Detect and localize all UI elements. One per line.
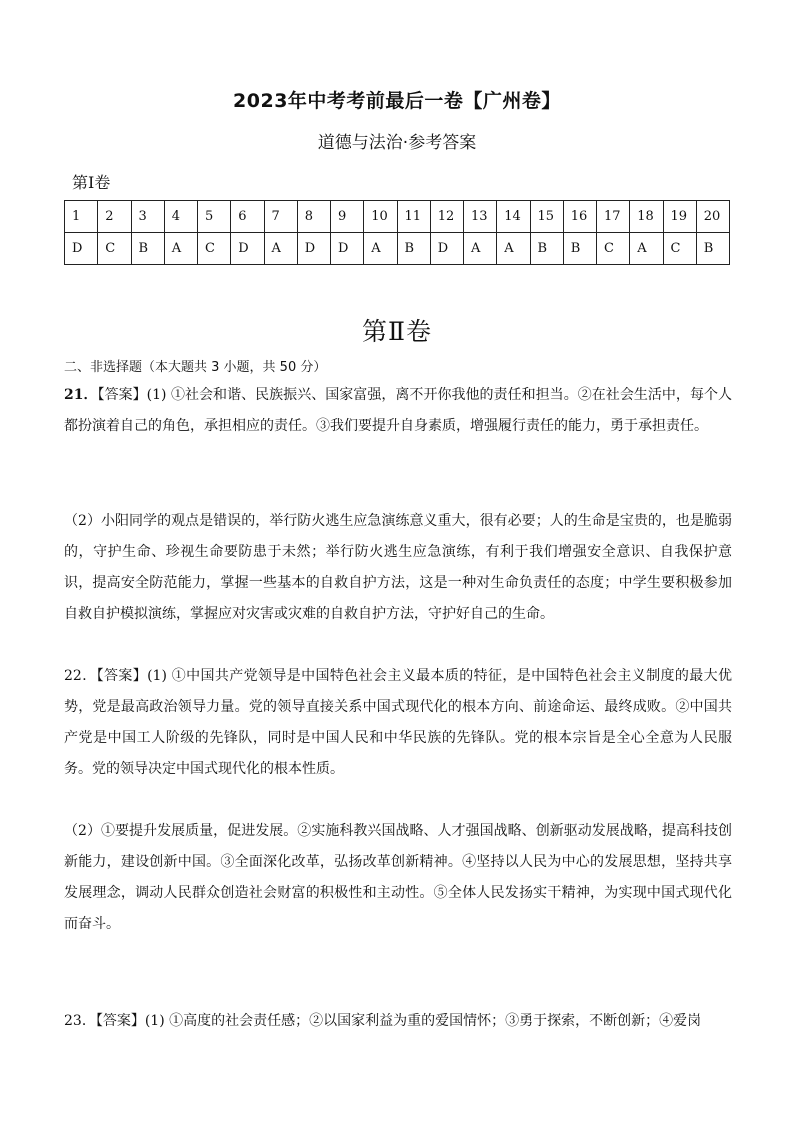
question-number-cell: 17 (597, 201, 630, 233)
q22-part2-text: （2）①要提升发展质量，促进发展。②实施科教兴国战略、人才强国战略、创新驱动发展战略，提高科技创新能力，建设创新中国。③全面深化改革，弘扬改革创新精神。④坚持以人民为中心的发展思想，坚持共享发展理念，调动人民群众创造社会财富的积极性和主动性。⑤全体人民发扬实干精神，为实现中国式现代化而奋斗。 (64, 823, 732, 932)
question-number-cell: 5 (198, 201, 231, 233)
answer-cell: C (198, 233, 231, 265)
question-number-cell: 18 (630, 201, 663, 233)
question-number-cell: 16 (563, 201, 596, 233)
answer-cell: A (164, 233, 197, 265)
q22-number: 22． (64, 668, 97, 684)
question-number-row (65, 201, 730, 233)
question-number-cell: 4 (164, 201, 197, 233)
question-number-cell: 9 (331, 201, 364, 233)
question-number-cell: 7 (264, 201, 297, 233)
answer-cell: A (630, 233, 663, 265)
answer-cell: D (231, 233, 264, 265)
part1-label: 第Ⅰ卷 (72, 173, 111, 192)
q21-answer-1 (64, 380, 732, 442)
answer-cell: D (331, 233, 364, 265)
answer-cell: B (131, 233, 164, 265)
question-number-cell: 20 (696, 201, 729, 233)
q21-part2-text: （2）小阳同学的观点是错误的，举行防火逃生应急演练意义重大，很有必要；人的生命是宝贵的，也是脆弱的，守护生命、珍视生命要防患于未然；举行防火逃生应急演练，有利于我们增强安全意识、自我保护意识，提高安全防范能力，掌握一些基本的自救自护方法，这是一种对生命负责任的态度；中学生要积极参加自救自护模拟演练，掌握应对灾害或灾难的自救自护方法，守护好自己的生命。 (64, 513, 732, 622)
answer-cell: B (530, 233, 563, 265)
question-number-cell: 6 (231, 201, 264, 233)
answer-cell: A (364, 233, 397, 265)
page-title: 2023年中考考前最后一卷【广州卷】 (233, 90, 561, 112)
answer-cell: A (264, 233, 297, 265)
q22-part1-text: 【答案】(1) ①中国共产党领导是中国特色社会主义最本质的特征，是中国特色社会主义制度的最大优势，党是最高政治领导力量。党的领导直接关系中国式现代化的根本方向、前途命运、最终成败。②中国共产党是中国工人阶级的先锋队，同时是中国人民和中华民族的先锋队。党的根本宗旨是全心全意为人民服务。党的领导决定中国式现代化的根本性质。 (64, 668, 732, 777)
answer-cell: D (65, 233, 98, 265)
answer-cell: C (597, 233, 630, 265)
question-number-cell: 3 (131, 201, 164, 233)
question-number-cell: 2 (98, 201, 131, 233)
answer-cell: A (497, 233, 530, 265)
question-number-cell: 8 (297, 201, 330, 233)
q21-number: 21． (64, 387, 98, 403)
answer-cell: A (464, 233, 497, 265)
answer-row (65, 233, 730, 265)
question-number-cell: 1 (65, 201, 98, 233)
q23-number: 23． (64, 1013, 96, 1029)
answer-cell: C (663, 233, 696, 265)
question-number-cell: 15 (530, 201, 563, 233)
section-heading: 二、非选择题（本大题共 3 小题，共 50 分） (64, 360, 327, 375)
q21-part1-text: 【答案】(1) ①社会和谐、民族振兴、国家富强，离不开你我他的责任和担当。②在社会生活中，每个人都扮演着自己的角色，承担相应的责任。③我们要提升自身素质，增强履行责任的能力，勇于承担责任。 (64, 387, 733, 434)
answer-cell: B (563, 233, 596, 265)
answer-cell: B (397, 233, 430, 265)
q23-part1-text: 【答案】(1) ①高度的社会责任感；②以国家利益为重的爱国情怀；③勇于探索，不断创新；④爱岗 (95, 1013, 702, 1029)
question-number-cell: 19 (663, 201, 696, 233)
part2-label: 第Ⅱ卷 (362, 317, 432, 346)
page-subtitle: 道德与法治·参考答案 (317, 133, 477, 153)
question-number-cell: 14 (497, 201, 530, 233)
question-number-cell: 12 (430, 201, 463, 233)
question-number-cell: 13 (464, 201, 497, 233)
question-number-cell: 11 (397, 201, 430, 233)
q23-answer-1 (64, 1006, 732, 1037)
answer-cell: D (297, 233, 330, 265)
answer-cell: B (696, 233, 729, 265)
answer-cell: D (430, 233, 463, 265)
answer-cell: C (98, 233, 131, 265)
answer-table (64, 200, 730, 265)
q22-answer-1 (64, 661, 732, 785)
question-number-cell: 10 (364, 201, 397, 233)
